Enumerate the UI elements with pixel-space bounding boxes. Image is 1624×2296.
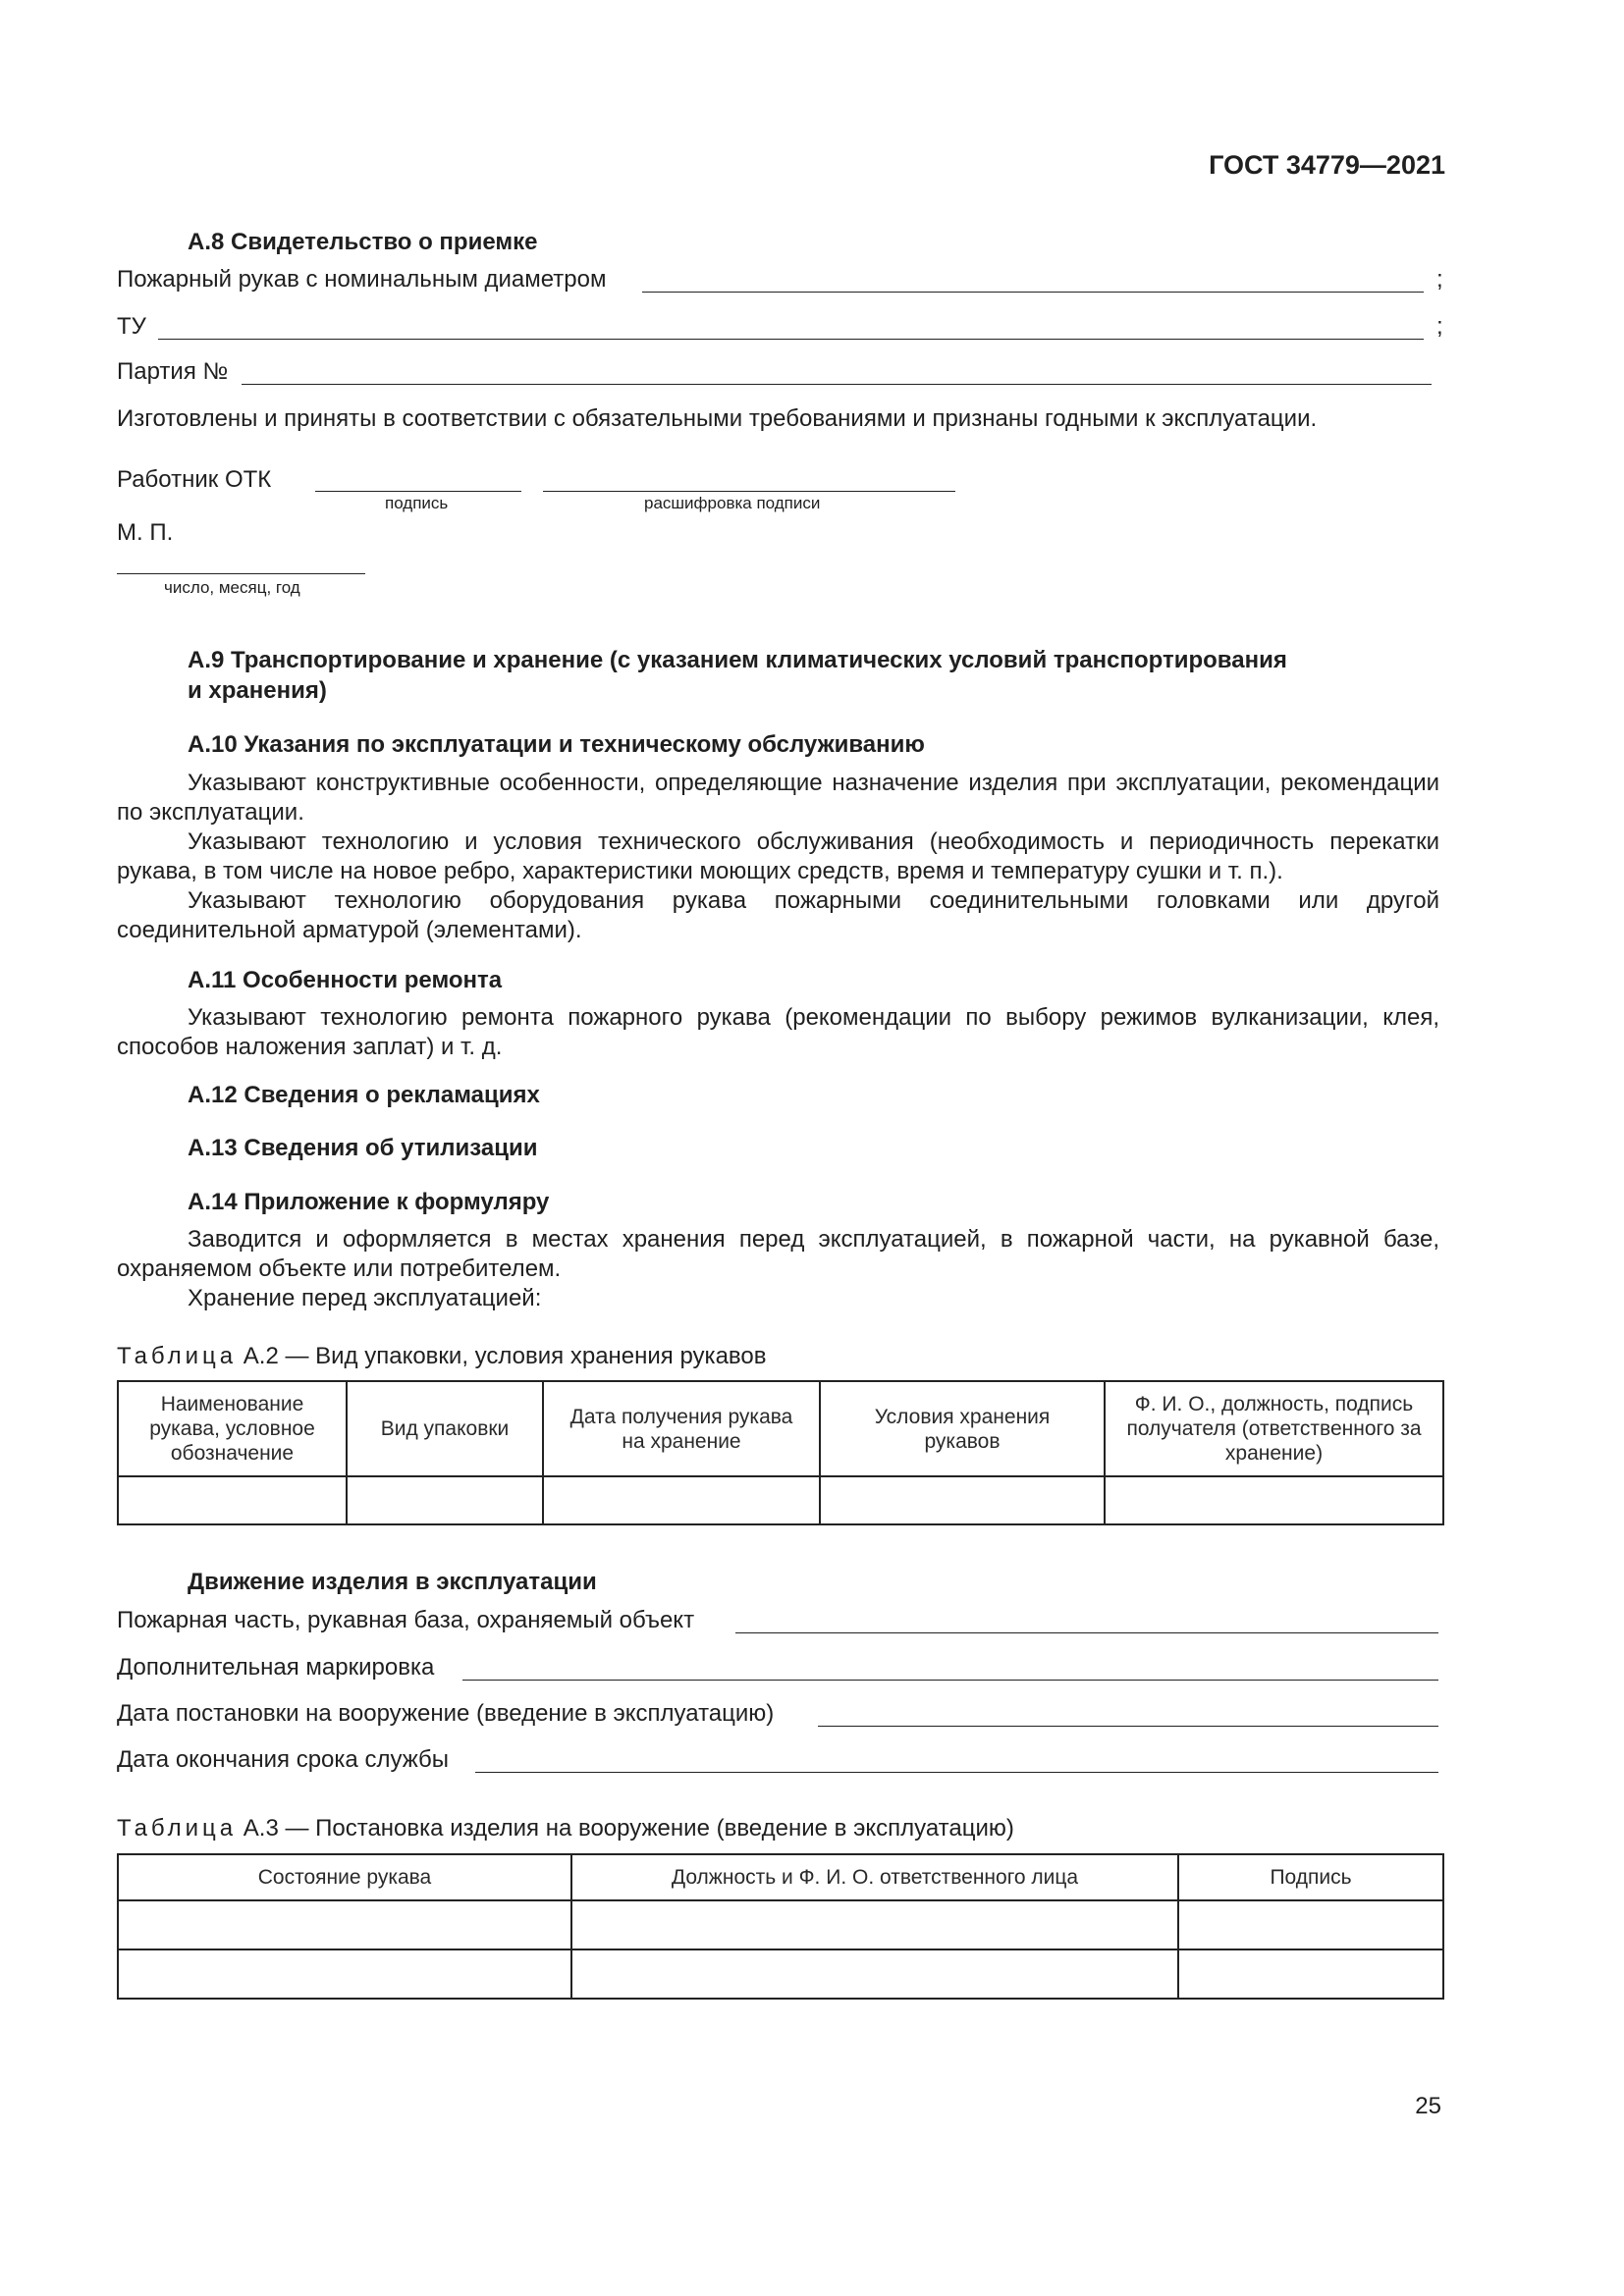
section-a9-title-cont: и хранения)	[188, 677, 327, 704]
table-a2	[117, 1380, 1444, 1525]
table-header-cell: Должность и Ф. И. О. ответственного лица	[571, 1854, 1178, 1900]
movement-title: Движение изделия в эксплуатации	[188, 1569, 597, 1595]
hose-diameter-field[interactable]	[642, 292, 1424, 293]
section-a11-body	[117, 1003, 1439, 1062]
section-a14-body	[117, 1225, 1439, 1313]
section-a12-title: А.12 Сведения о рекламациях	[188, 1082, 540, 1108]
table-header-row	[118, 1854, 1443, 1900]
table-cell[interactable]	[543, 1476, 820, 1524]
page-number: 25	[1415, 2093, 1441, 2119]
section-a11-title: А.11 Особенности ремонта	[188, 967, 503, 993]
acceptance-statement: Изготовлены и приняты в соответствии с обязательными требованиями и признаны годными к эксплуатации.	[117, 405, 1318, 432]
table-header-row	[118, 1381, 1443, 1476]
paragraph: Указывают технологию ремонта пожарного рукава (рекомендации по выбору режимов вулканизации, клея, способов наложения заплат) и т. д.	[117, 1004, 1439, 1060]
table-cell[interactable]	[118, 1949, 571, 1999]
fire-station-field[interactable]	[735, 1632, 1438, 1633]
paragraph: Указывают технологию оборудования рукава пожарными соединительными головками или другой соединительной арматурой (элементами).	[117, 887, 1439, 943]
table-cell[interactable]	[1178, 1900, 1443, 1949]
table-cell[interactable]	[118, 1476, 347, 1524]
date-field[interactable]	[117, 573, 365, 574]
table-row	[118, 1949, 1443, 1999]
batch-label: Партия №	[117, 358, 229, 385]
paragraph: Указывают технологию и условия технического обслуживания (необходимость и периодичность перекатки рукава, в том числе на новое ребро, характеристики моющих средств, время и температуру сушки и т. п.).	[117, 828, 1439, 884]
section-a9-title: А.9 Транспортирование и хранение (с указанием климатических условий транспортирования	[188, 647, 1287, 673]
table-header-cell: Наименование рукава, условное обозначение	[118, 1381, 347, 1476]
table-cell[interactable]	[1105, 1476, 1443, 1524]
table-cell[interactable]	[820, 1476, 1105, 1524]
signature-caption: подпись	[385, 494, 449, 512]
section-a8-title: А.8 Свидетельство о приемке	[188, 229, 538, 255]
table-caption-text: А.2 — Вид упаковки, условия хранения рукавов	[237, 1343, 767, 1369]
table-cell[interactable]	[347, 1476, 543, 1524]
table-header-cell: Состояние рукава	[118, 1854, 571, 1900]
signature-decode-field[interactable]	[543, 491, 955, 492]
semicolon: ;	[1436, 266, 1443, 293]
batch-field[interactable]	[242, 384, 1432, 385]
tu-label: ТУ	[117, 313, 146, 340]
stamp-label: М. П.	[117, 519, 174, 546]
section-a10-title: А.10 Указания по эксплуатации и техническому обслуживанию	[188, 731, 925, 758]
table-a3-caption	[117, 1814, 1014, 1843]
table-header-cell: Дата получения рукава на хранение	[543, 1381, 820, 1476]
table-cell[interactable]	[118, 1900, 571, 1949]
section-a14-title: А.14 Приложение к формуляру	[188, 1189, 550, 1215]
table-caption-word: Таблица	[117, 1815, 238, 1842]
service-end-date-field[interactable]	[475, 1772, 1438, 1773]
semicolon: ;	[1436, 313, 1443, 340]
otk-worker-label: Работник ОТК	[117, 466, 272, 493]
table-cell[interactable]	[571, 1900, 1178, 1949]
signature-field[interactable]	[315, 491, 521, 492]
table-a3	[117, 1853, 1444, 2000]
commission-date-label: Дата постановки на вооружение (введение в эксплуатацию)	[117, 1700, 775, 1727]
section-a10-body	[117, 769, 1439, 945]
table-a2-caption	[117, 1342, 767, 1371]
fire-station-label: Пожарная часть, рукавная база, охраняемый объект	[117, 1607, 695, 1633]
table-cell[interactable]	[1178, 1949, 1443, 1999]
paragraph: Хранение перед эксплуатацией:	[188, 1285, 542, 1311]
date-caption: число, месяц, год	[164, 578, 300, 597]
extra-marking-label: Дополнительная маркировка	[117, 1654, 435, 1681]
table-caption-text: А.3 — Постановка изделия на вооружение (введение в эксплуатацию)	[237, 1815, 1014, 1842]
section-a13-title: А.13 Сведения об утилизации	[188, 1135, 538, 1161]
commission-date-field[interactable]	[818, 1726, 1438, 1727]
table-header-cell: Подпись	[1178, 1854, 1443, 1900]
table-caption-word: Таблица	[117, 1343, 238, 1369]
table-header-cell: Условия хранения рукавов	[820, 1381, 1105, 1476]
document-id: ГОСТ 34779—2021	[1209, 150, 1445, 180]
table-row	[118, 1476, 1443, 1524]
tu-field[interactable]	[158, 339, 1424, 340]
signature-decode-caption: расшифровка подписи	[644, 494, 821, 512]
table-header-cell: Вид упаковки	[347, 1381, 543, 1476]
table-header-cell: Ф. И. О., должность, подпись получателя (ответственного за хранение)	[1105, 1381, 1443, 1476]
table-row	[118, 1900, 1443, 1949]
extra-marking-field[interactable]	[462, 1680, 1438, 1681]
hose-diameter-label: Пожарный рукав с номинальным диаметром	[117, 266, 607, 293]
paragraph: Указывают конструктивные особенности, определяющие назначение изделия при эксплуатации, рекомендации по эксплуатации.	[117, 770, 1439, 826]
table-cell[interactable]	[571, 1949, 1178, 1999]
paragraph: Заводится и оформляется в местах хранения перед эксплуатацией, в пожарной части, на рукавной базе, охраняемом объекте или потребителем.	[117, 1226, 1439, 1282]
service-end-date-label: Дата окончания срока службы	[117, 1746, 450, 1773]
